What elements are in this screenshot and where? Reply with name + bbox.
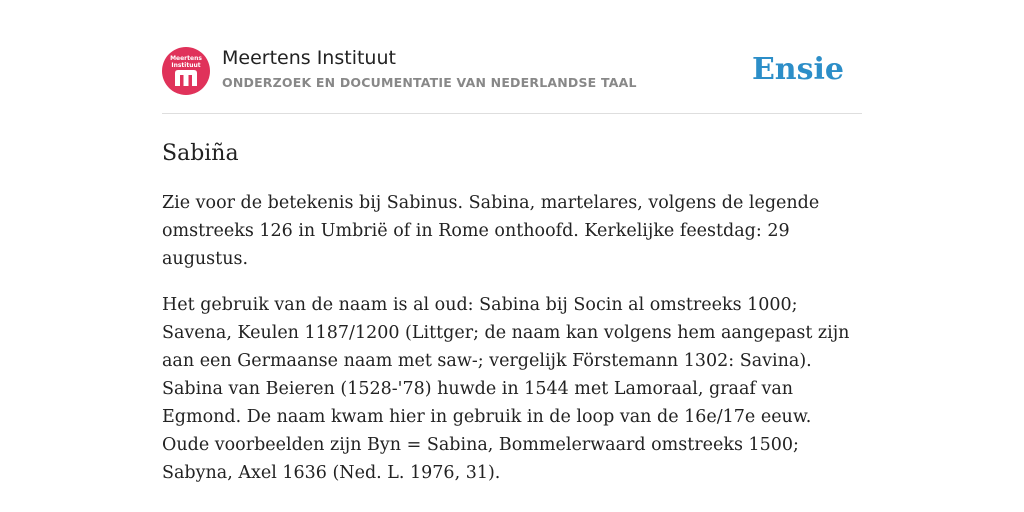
logo-text: Meertens Instituut	[170, 55, 202, 69]
meertens-logo-icon[interactable]	[162, 47, 210, 95]
entry-paragraph: Het gebruik van de naam is al oud: Sabina bij Socin al omstreeks 1000; Savena, Keulen 1187/1200 (Littger; de naam kan volgens hem aangepast zijn aan een Germaanse naam met saw-; vergelijk Förstemann 1302: Savina). Sabina van Beieren (1528-'78) huwde in 1544 met Lamoraal, graaf van Egmond. De naam kwam hier in gebruik in de loop van de 16e/17e eeuw. Oude voorbeelden zijn Byn = Sabina, Bommelerwaard omstreeks 1500; Sabyna, Axel 1636 (Ned. L. 1976, 31).	[162, 295, 850, 483]
entry-title: Sabiña	[162, 141, 239, 166]
org-name[interactable]: Meertens Instituut	[222, 47, 396, 69]
org-tagline: ONDERZOEK EN DOCUMENTATIE VAN NEDERLANDSE TAAL	[222, 75, 637, 90]
logo-m-icon	[173, 69, 199, 87]
entry-paragraph: Zie voor de betekenis bij Sabinus. Sabina, martelares, volgens de legende omstreeks 126 in Umbrië of in Rome onthoofd. Kerkelijke feestdag: 29 augustus.	[162, 193, 820, 269]
page-container	[162, 46, 862, 487]
ensie-brand-link[interactable]: Ensie	[751, 52, 844, 87]
site-header	[162, 46, 862, 114]
